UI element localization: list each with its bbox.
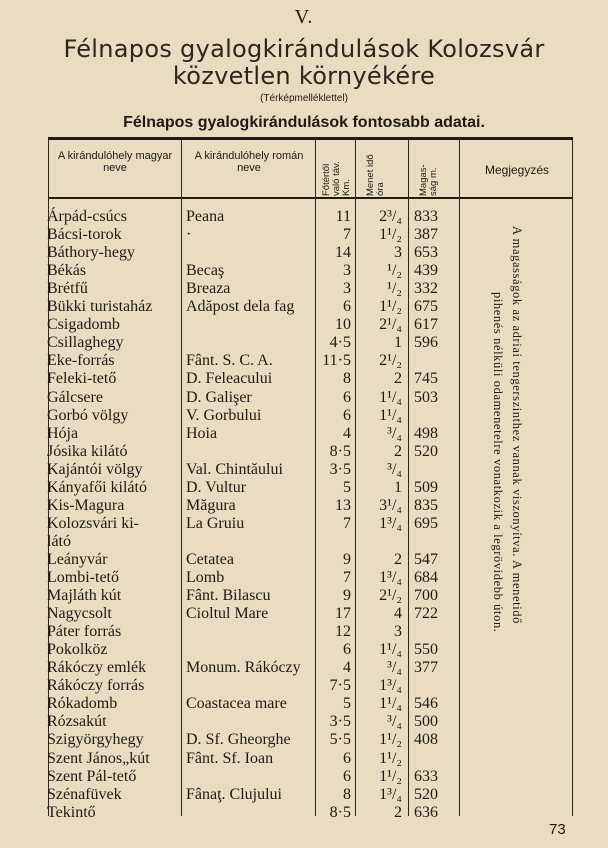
romanian-name-cell: Monum. Rákóczy (186, 659, 301, 677)
romanian-name-cell: Peana (186, 208, 225, 225)
table-row (0, 804, 608, 822)
hungarian-name-cell: Bácsi-torok (47, 226, 122, 244)
table-row (0, 695, 608, 713)
distance-cell: 7 (343, 514, 351, 532)
distance-cell: 3·5 (329, 713, 351, 731)
walking-time-cell: 2¹/₂ (379, 352, 402, 370)
altitude-cell: 503 (414, 388, 438, 406)
altitude-cell: 745 (414, 370, 438, 388)
altitude-cell: 332 (414, 280, 438, 298)
hungarian-name-cell: Kis-Magura (47, 496, 125, 514)
walking-time-cell: 1¹/₄ (379, 388, 402, 406)
hungarian-name-cell: Pokolköz (47, 641, 108, 659)
table-row (0, 659, 608, 677)
distance-cell: 5 (343, 695, 351, 713)
distance-cell: 4·5 (329, 334, 351, 352)
hungarian-name-cell: Csillaghegy (47, 334, 124, 352)
distance-cell: 14 (335, 244, 351, 262)
hungarian-name-cell: Kajántói völgy (47, 460, 143, 478)
hungarian-name-cell: Bükki turistaház (47, 298, 153, 316)
altitude-cell: 547 (414, 550, 438, 568)
walking-time-cell: 2¹/₂ (379, 587, 402, 605)
hungarian-name-cell: Leányvár (47, 550, 108, 568)
distance-cell: 6 (343, 406, 351, 424)
hungarian-name-cell: Csigadomb (47, 316, 120, 334)
table-row (0, 768, 608, 786)
altitude-cell: 509 (414, 478, 438, 496)
walking-time-cell: 1¹/₂ (379, 731, 402, 749)
hungarian-name-cell: Brétfű (47, 280, 88, 298)
walking-time-cell: 2 (394, 370, 402, 388)
walking-time-cell: ³/₄ (387, 424, 402, 442)
hungarian-name-cell: látó (47, 532, 71, 550)
altitude-cell: 684 (414, 569, 438, 586)
walking-time-cell: ³/₄ (387, 460, 402, 478)
altitude-cell: 695 (414, 514, 438, 532)
altitude-cell: 520 (414, 442, 438, 460)
romanian-name-cell: Breaza (186, 280, 231, 298)
column-header-distance: Főtértől való táv. Km. (321, 161, 352, 196)
walking-time-cell: 3 (394, 244, 402, 262)
table-row (0, 641, 608, 659)
altitude-cell: 408 (414, 731, 438, 749)
romanian-name-cell: Fânt. Sf. Ioan (186, 749, 274, 767)
hungarian-name-cell: Árpád-csúcs (47, 208, 127, 225)
altitude-cell: 546 (414, 695, 438, 713)
title-line-2: közvetlen környékére (172, 62, 436, 90)
remarks-note-line-2: pihenés nélküli odamenetelre vonatkozik a legrövidebb úton. (491, 292, 505, 633)
walking-time-cell: 1³/₄ (379, 569, 402, 586)
distance-cell: 7·5 (329, 677, 351, 695)
altitude-cell: 498 (414, 424, 438, 442)
romanian-name-cell: Cetatea (186, 550, 234, 568)
distance-cell: 13 (335, 496, 351, 514)
title-line-1: Félnapos gyalogkirándulások Kolozsvár (63, 35, 545, 63)
altitude-cell: 653 (414, 244, 438, 262)
column-header-walking-time: Menet idő óra (365, 154, 386, 196)
altitude-cell: 833 (414, 208, 438, 225)
walking-time-cell: 1¹/₂ (379, 749, 402, 767)
walking-time-cell: 2¹/₄ (379, 316, 402, 334)
romanian-name-cell: Adăpost dela fag (186, 298, 295, 316)
walking-time-cell: 2 (394, 803, 402, 821)
page-title (0, 36, 608, 90)
hungarian-name-cell: Békás (47, 262, 87, 280)
romanian-name-cell: V. Gorbului (186, 406, 262, 424)
distance-cell: 8·5 (329, 803, 351, 821)
table-row (0, 786, 608, 804)
romanian-name-cell: · (186, 226, 192, 244)
altitude-cell: 636 (414, 803, 438, 821)
table-row (0, 208, 608, 226)
distance-cell: 8 (343, 370, 351, 388)
column-header-altitude: Magas- ság m. (418, 164, 439, 196)
romanian-name-cell: Cioltul Mare (186, 605, 269, 623)
hungarian-name-cell: Kolozsvári ki- (47, 514, 139, 532)
walking-time-cell: 1¹/₄ (379, 695, 402, 713)
distance-cell: 12 (335, 623, 351, 641)
altitude-cell: 633 (414, 767, 438, 785)
romanian-name-cell: Val. Chintăului (186, 460, 283, 478)
walking-time-cell: 1 (394, 334, 402, 352)
romanian-name-cell: Măgura (186, 496, 236, 514)
distance-cell: 8 (343, 785, 351, 803)
distance-cell: 11 (335, 208, 351, 225)
hungarian-name-cell: Szénafüvek (47, 785, 122, 803)
distance-cell: 6 (343, 767, 351, 785)
table-row (0, 731, 608, 749)
altitude-cell: 617 (414, 316, 438, 334)
table-header-rule (48, 197, 573, 199)
column-header-romanian-name: A kirándulóhely román neve (194, 150, 304, 174)
distance-cell: 17 (335, 605, 351, 623)
romanian-name-cell: D. Feleacului (186, 370, 273, 388)
table-title: Félnapos gyalogkirándulások fontosabb adatai. (123, 114, 485, 131)
hungarian-name-cell: Lombi-tető (47, 569, 119, 586)
romanian-name-cell: Fânt. Bilascu (186, 587, 271, 605)
walking-time-cell: 1 (394, 478, 402, 496)
walking-time-cell: 1¹/₄ (379, 641, 402, 659)
altitude-cell: 550 (414, 641, 438, 659)
altitude-cell: 520 (414, 785, 438, 803)
hungarian-name-cell: Nagycsolt (47, 605, 112, 623)
distance-cell: 4 (343, 424, 351, 442)
distance-cell: 3 (343, 262, 351, 280)
hungarian-name-cell: Rózsakút (47, 713, 107, 731)
walking-time-cell: ³/₄ (387, 659, 402, 677)
walking-time-cell: 1¹/₂ (379, 767, 402, 785)
walking-time-cell: ¹/₂ (387, 280, 402, 298)
hungarian-name-cell: Báthory-hegy (47, 244, 135, 262)
distance-cell: 6 (343, 641, 351, 659)
altitude-cell: 700 (414, 587, 438, 605)
distance-cell: 9 (343, 587, 351, 605)
romanian-name-cell: D. Galişer (186, 388, 252, 406)
table-row (0, 750, 608, 768)
column-header-hungarian-name: A kirándulóhely magyar neve (57, 150, 173, 174)
walking-time-cell: 1³/₄ (379, 677, 402, 695)
altitude-cell: 439 (414, 262, 438, 280)
hungarian-name-cell: Jósika kilátó (47, 442, 128, 460)
table-top-rule (48, 137, 573, 140)
walking-time-cell: 3¹/₄ (379, 496, 402, 514)
page-number: 73 (549, 821, 566, 838)
walking-time-cell: 2³/₄ (379, 208, 402, 225)
hungarian-name-cell: Feleki-tető (47, 370, 117, 388)
altitude-cell: 596 (414, 334, 438, 352)
hungarian-name-cell: Majláth kút (47, 587, 122, 605)
distance-cell: 5 (343, 478, 351, 496)
distance-cell: 9 (343, 550, 351, 568)
distance-cell: 4 (343, 659, 351, 677)
map-supplement-note: (Térképmelléklettel) (260, 93, 348, 104)
walking-time-cell: ¹/₂ (387, 262, 402, 280)
walking-time-cell: 1³/₄ (379, 785, 402, 803)
table-row (0, 623, 608, 641)
distance-cell: 6 (343, 388, 351, 406)
walking-time-cell: 1¹/₂ (379, 298, 402, 316)
altitude-cell: 387 (414, 226, 438, 244)
chapter-number: V. (294, 6, 314, 28)
walking-time-cell: 3 (394, 623, 402, 641)
table-row (0, 713, 608, 731)
romanian-name-cell: Becaş (186, 262, 225, 280)
hungarian-name-cell: Eke-forrás (47, 352, 115, 370)
altitude-cell: 377 (414, 659, 438, 677)
hungarian-name-cell: Gorbó völgy (47, 406, 129, 424)
altitude-cell: 722 (414, 605, 438, 623)
walking-time-cell: 1¹/₄ (379, 406, 402, 424)
distance-cell: 10 (335, 316, 351, 334)
romanian-name-cell: Coastacea mare (186, 695, 287, 713)
romanian-name-cell: Fânaţ. Clujului (186, 785, 282, 803)
column-header-remarks: Megjegyzés (484, 163, 550, 177)
distance-cell: 3 (343, 280, 351, 298)
distance-cell: 6 (343, 298, 351, 316)
romanian-name-cell: La Gruiu (186, 514, 245, 532)
distance-cell: 11·5 (322, 352, 351, 370)
hungarian-name-cell: Gálcsere (47, 388, 103, 406)
romanian-name-cell: Hoia (186, 424, 218, 442)
distance-cell: 7 (343, 226, 351, 244)
altitude-cell: 500 (414, 713, 438, 731)
distance-cell: 3·5 (329, 460, 351, 478)
altitude-cell: 835 (414, 496, 438, 514)
walking-time-cell: ³/₄ (387, 713, 402, 731)
romanian-name-cell: Lomb (186, 569, 225, 586)
walking-time-cell: 1³/₄ (379, 514, 402, 532)
walking-time-cell: 2 (394, 442, 402, 460)
hungarian-name-cell: Hója (47, 424, 79, 442)
walking-time-cell: 4 (394, 605, 402, 623)
hungarian-name-cell: Kányafői kilátó (47, 478, 147, 496)
distance-cell: 7 (343, 569, 351, 586)
hungarian-name-cell: Rókadomb (47, 695, 118, 713)
hungarian-name-cell: Szent János„kút (47, 749, 150, 767)
distance-cell: 6 (343, 749, 351, 767)
hungarian-name-cell: Páter forrás (47, 623, 122, 641)
walking-time-cell: 2 (394, 550, 402, 568)
hungarian-name-cell: Tekintő (47, 803, 96, 821)
romanian-name-cell: D. Sf. Gheorghe (186, 731, 291, 749)
hungarian-name-cell: Szigyörgyhegy (47, 731, 144, 749)
romanian-name-cell: Fânt. S. C. A. (186, 352, 273, 370)
remarks-note-line-1: A magasságok az adriai tengerszinthez vannak viszonyítva. A menetidő (510, 226, 524, 624)
walking-time-cell: 1¹/₂ (379, 226, 402, 244)
hungarian-name-cell: Rákóczy forrás (47, 677, 145, 695)
romanian-name-cell: D. Vultur (186, 478, 247, 496)
hungarian-name-cell: Szent Pál-tető (47, 767, 137, 785)
table-row (0, 677, 608, 695)
hungarian-name-cell: Rákóczy emlék (47, 659, 147, 677)
altitude-cell: 675 (414, 298, 438, 316)
distance-cell: 8·5 (329, 442, 351, 460)
distance-cell: 5·5 (329, 731, 351, 749)
